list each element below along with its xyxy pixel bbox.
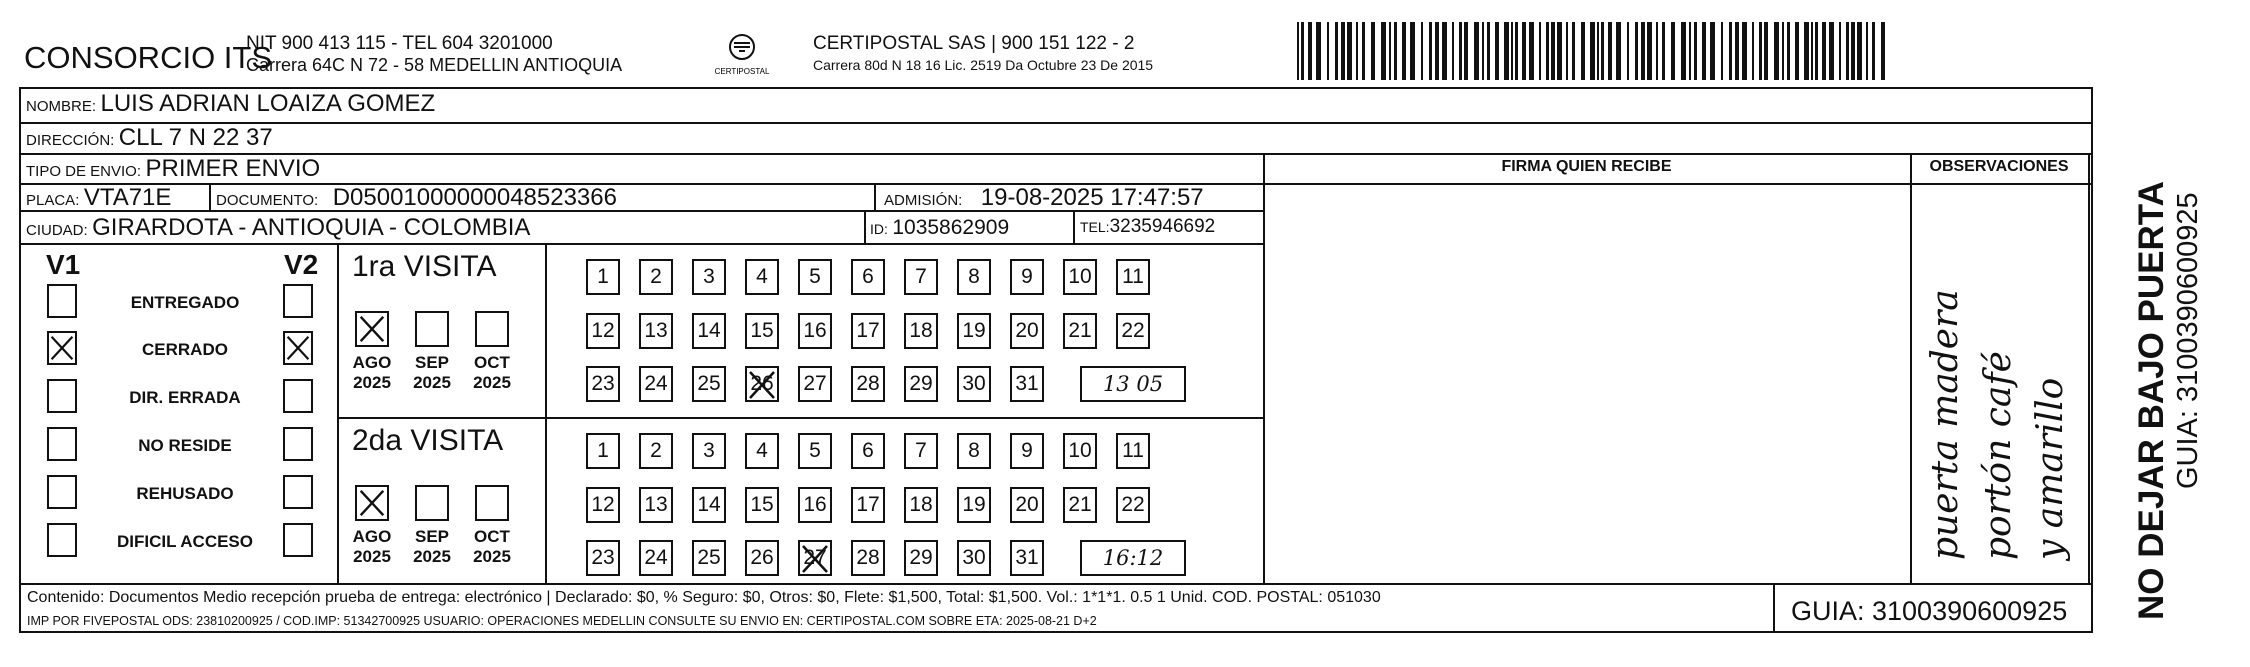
month-name: OCT xyxy=(474,353,510,372)
day-box[interactable]: 24 xyxy=(639,366,673,402)
barcode-bar xyxy=(1389,22,1391,80)
admision-label: ADMISIÓN: xyxy=(884,192,963,209)
barcode-bar xyxy=(1429,22,1432,80)
barcode-bar xyxy=(1689,22,1691,80)
v1-checkbox[interactable] xyxy=(47,331,77,365)
day-box[interactable]: 8 xyxy=(957,259,991,295)
tipo-label: TIPO DE ENVIO: xyxy=(26,163,142,180)
barcode-bar xyxy=(1590,22,1595,80)
day-box[interactable]: 30 xyxy=(957,366,991,402)
observation-line-1: puerta madera xyxy=(1925,289,1966,560)
barcode-bar xyxy=(1335,22,1338,80)
observaciones-header: OBSERVACIONES xyxy=(1929,158,2069,175)
company-name: CONSORCIO ITS xyxy=(24,40,273,75)
v2-checkbox[interactable] xyxy=(283,379,313,413)
admision-value: 19-08-2025 17:47:57 xyxy=(980,184,1204,211)
placa-value: VTA71E xyxy=(83,184,172,211)
barcode-bar xyxy=(1647,22,1652,80)
id-label: ID: xyxy=(870,221,888,237)
barcode-bar xyxy=(1627,22,1629,80)
status-label: NO RESIDE xyxy=(138,436,232,455)
barcode-bar xyxy=(1742,22,1747,80)
day-box[interactable]: 25 xyxy=(692,540,726,576)
barcode-bar xyxy=(1829,22,1834,80)
day-box[interactable]: 27 xyxy=(798,366,832,402)
barcode-bar xyxy=(1581,22,1585,80)
documento-label: DOCUMENTO: xyxy=(216,192,319,209)
status-label: DIR. ERRADA xyxy=(129,388,241,407)
barcode-bar xyxy=(1601,22,1604,80)
day-box[interactable]: 9 xyxy=(1010,259,1044,295)
barcode-bar xyxy=(1557,22,1562,80)
barcode-bar xyxy=(1804,22,1809,80)
month-name: AGO xyxy=(352,527,392,546)
nombre-value: LUIS ADRIAN LOAIZA GOMEZ xyxy=(100,90,436,117)
day-box[interactable]: 12 xyxy=(586,487,620,523)
ciudad-label: CIUDAD: xyxy=(26,222,88,239)
day-box[interactable]: 10 xyxy=(1063,433,1097,469)
barcode-bar xyxy=(1459,22,1462,80)
company-address: Carrera 64C N 72 - 58 MEDELLIN ANTIOQUIA xyxy=(246,55,623,75)
day-box[interactable]: 17 xyxy=(851,487,885,523)
barcode-bar xyxy=(1839,22,1841,80)
month-year: 2025 xyxy=(353,373,391,392)
barcode-bar xyxy=(1308,22,1312,80)
v2-checkbox[interactable] xyxy=(283,284,313,318)
day-box[interactable]: 28 xyxy=(851,366,885,402)
day-box[interactable]: 31 xyxy=(1010,540,1044,576)
tipo-value: PRIMER ENVIO xyxy=(145,155,321,182)
barcode-bar xyxy=(1872,22,1875,80)
v1-checkbox[interactable] xyxy=(47,284,77,318)
barcode-bar xyxy=(1495,22,1499,80)
divider xyxy=(337,417,1263,419)
day-box[interactable]: 4 xyxy=(745,259,779,295)
day-box[interactable]: 3 xyxy=(692,259,726,295)
barcode-bar xyxy=(1795,22,1799,80)
day-box[interactable]: 13 xyxy=(639,313,673,349)
month-label xyxy=(347,527,397,567)
month-checkbox[interactable] xyxy=(475,311,509,347)
v2-checkbox[interactable] xyxy=(283,427,313,461)
barcode-bar xyxy=(1551,22,1555,80)
day-box[interactable]: 27 xyxy=(798,540,832,576)
barcode-bar xyxy=(1857,22,1862,80)
month-label xyxy=(467,527,517,567)
divider xyxy=(337,243,339,583)
barcode-bar xyxy=(1616,22,1621,80)
barcode-bar xyxy=(1572,22,1575,80)
month-year: 2025 xyxy=(353,547,391,566)
day-box[interactable]: 29 xyxy=(904,540,938,576)
status-label: CERRADO xyxy=(142,340,228,359)
barcode-bar xyxy=(1371,22,1375,80)
divider xyxy=(1773,583,1775,633)
v1-checkbox[interactable] xyxy=(47,475,77,509)
barcode-bar xyxy=(1774,22,1779,80)
day-box[interactable]: 8 xyxy=(957,433,991,469)
day-box[interactable]: 21 xyxy=(1063,313,1097,349)
barcode-bar xyxy=(1464,22,1468,80)
v1-checkbox[interactable] xyxy=(47,379,77,413)
barcode-bar xyxy=(1656,22,1658,80)
barcode-bar xyxy=(1301,22,1304,80)
admision-row xyxy=(884,184,1204,212)
tel-label: TEL: xyxy=(1080,219,1110,235)
visit-title: 2da VISITA xyxy=(352,424,504,457)
v2-checkbox[interactable] xyxy=(283,523,313,557)
barcode-bar xyxy=(1635,22,1638,80)
nombre-label: NOMBRE: xyxy=(26,98,97,115)
barcode-bar xyxy=(1381,22,1386,80)
barcode-bar xyxy=(1442,22,1447,80)
day-box[interactable]: 3 xyxy=(692,433,726,469)
signature-area[interactable] xyxy=(1264,186,1909,582)
day-box[interactable]: 14 xyxy=(692,313,726,349)
divider xyxy=(864,210,866,243)
tel-value: 3235946692 xyxy=(1109,216,1216,237)
barcode-bar xyxy=(1641,22,1645,80)
ciudad-row xyxy=(26,214,530,242)
day-box[interactable]: 2 xyxy=(639,259,673,295)
day-mark xyxy=(800,542,830,574)
id-row xyxy=(870,216,1009,240)
ciudad-value: GIRARDOTA - ANTIOQUIA - COLOMBIA xyxy=(92,214,531,241)
month-name: SEP xyxy=(414,353,450,372)
day-box[interactable]: 10 xyxy=(1063,259,1097,295)
barcode-bar xyxy=(1759,22,1762,80)
carrier-name: CERTIPOSTAL SAS | 900 151 122 - 2 xyxy=(813,33,1135,54)
id-value: 1035862909 xyxy=(892,216,1010,239)
month-checkbox[interactable] xyxy=(415,311,449,347)
barcode-bar xyxy=(1822,22,1826,80)
month-checkbox[interactable] xyxy=(355,311,389,347)
day-box[interactable]: 13 xyxy=(639,487,673,523)
barcode-bar xyxy=(1452,22,1454,80)
month-year: 2025 xyxy=(473,547,511,566)
barcode-bar xyxy=(1729,22,1732,80)
month-name: SEP xyxy=(414,527,450,546)
month-year: 2025 xyxy=(473,373,511,392)
v2-header: V2 xyxy=(284,249,319,280)
divider xyxy=(545,243,547,583)
status-label: REHUSADO xyxy=(136,484,234,503)
month-name: AGO xyxy=(352,353,392,372)
barcode-bar xyxy=(1608,22,1612,80)
day-box[interactable]: 22 xyxy=(1116,313,1150,349)
divider xyxy=(2088,153,2090,583)
day-box[interactable]: 28 xyxy=(851,540,885,576)
status-label: DIFICIL ACCESO xyxy=(116,532,253,551)
direccion-value: CLL 7 N 22 37 xyxy=(118,124,273,151)
day-box[interactable]: 15 xyxy=(745,487,779,523)
certipostal-logo xyxy=(706,30,778,78)
divider xyxy=(19,122,2093,124)
divider xyxy=(1910,153,1912,583)
month-year: 2025 xyxy=(413,373,451,392)
divider xyxy=(209,183,211,210)
barcode-bar xyxy=(1522,22,1526,80)
barcode-bar xyxy=(1881,22,1885,80)
day-box[interactable]: 1 xyxy=(586,259,620,295)
barcode-bar xyxy=(1327,22,1329,80)
barcode-bar xyxy=(1539,22,1541,80)
footer-imp: IMP POR FIVEPOSTAL ODS: 23810200925 / COD.IMP: 51342700925 USUARIO: OPERACIONES MEDELLIN CONSULTE SU ENVIO EN: CERTIPOSTAL.COM SOBRE ETA: 2025-08-21 D+2 xyxy=(27,614,1097,628)
day-box[interactable]: 18 xyxy=(904,487,938,523)
month-year: 2025 xyxy=(413,547,451,566)
day-box[interactable]: 31 xyxy=(1010,366,1044,402)
observation-line-2: portón café xyxy=(1978,351,2019,560)
no-dejar-notice: NO DEJAR BAJO PUERTA xyxy=(2132,181,2171,620)
day-mark xyxy=(747,368,777,400)
barcode-bar xyxy=(1764,22,1768,80)
barcode-bar xyxy=(1671,22,1675,80)
day-box[interactable]: 19 xyxy=(957,313,991,349)
day-box[interactable]: 16 xyxy=(798,313,832,349)
v2-checkbox[interactable] xyxy=(283,331,313,365)
day-box[interactable]: 5 xyxy=(798,433,832,469)
divider xyxy=(1073,210,1075,243)
barcode-bar xyxy=(1851,22,1855,80)
direccion-label: DIRECCIÓN: xyxy=(26,132,115,149)
barcode-bar xyxy=(1421,22,1423,80)
day-box[interactable]: 4 xyxy=(745,433,779,469)
direccion-row xyxy=(26,124,273,152)
day-box[interactable]: 20 xyxy=(1010,487,1044,523)
placa-row xyxy=(26,184,171,212)
month-label xyxy=(407,353,457,393)
day-box[interactable]: 5 xyxy=(798,259,832,295)
barcode-bar xyxy=(1511,22,1513,80)
v1-checkbox[interactable] xyxy=(47,523,77,557)
barcode-bar xyxy=(1735,22,1739,80)
barcode xyxy=(1295,22,1895,80)
carrier-address: Carrera 80d N 18 16 Lic. 2519 Da Octubre 23 De 2015 xyxy=(813,57,1154,73)
month-label xyxy=(467,353,517,393)
nombre-row xyxy=(26,90,435,118)
barcode-bar xyxy=(1362,22,1365,80)
day-box[interactable]: 14 xyxy=(692,487,726,523)
visit-time-box[interactable]: 13 05 xyxy=(1080,366,1186,402)
barcode-bar xyxy=(1316,22,1321,80)
documento-value: D05001000000048523366 xyxy=(332,184,617,211)
side-guia: GUIA: 3100390600925 xyxy=(2172,192,2204,489)
day-box[interactable]: 9 xyxy=(1010,433,1044,469)
v2-checkbox[interactable] xyxy=(283,475,313,509)
day-box[interactable]: 2 xyxy=(639,433,673,469)
barcode-bar xyxy=(1482,22,1484,80)
barcode-bar xyxy=(1341,22,1345,80)
barcode-bar xyxy=(1546,22,1549,80)
divider xyxy=(19,583,2093,585)
day-box[interactable]: 23 xyxy=(586,540,620,576)
day-box[interactable]: 12 xyxy=(586,313,620,349)
barcode-bar xyxy=(1866,22,1868,80)
barcode-bar xyxy=(1504,22,1509,80)
day-box[interactable]: 17 xyxy=(851,313,885,349)
documento-row xyxy=(216,184,617,212)
barcode-bar xyxy=(1435,22,1439,80)
barcode-bar xyxy=(1597,22,1599,80)
logo-text: CERTIPOSTAL xyxy=(714,67,770,76)
tipo-row xyxy=(26,155,320,183)
day-box[interactable]: 19 xyxy=(957,487,991,523)
placa-label: PLACA: xyxy=(26,192,80,209)
firma-header: FIRMA QUIEN RECIBE xyxy=(1501,158,1672,175)
barcode-bar xyxy=(1297,22,1299,80)
day-box[interactable]: 26 xyxy=(745,366,779,402)
barcode-bar xyxy=(1846,22,1849,80)
barcode-bar xyxy=(1702,22,1706,80)
month-checkbox[interactable] xyxy=(355,485,389,521)
day-box[interactable]: 11 xyxy=(1116,433,1150,469)
status-label: ENTREGADO xyxy=(130,293,240,312)
barcode-bar xyxy=(1394,22,1397,80)
footer-contenido: Contenido: Documentos Medio recepción prueba de entrega: electrónico | Declarado: $0, % Seguro: $0, Otros: $0, Flete: $1,500, Total: $1,500. Vol.: 1*1*1. 0.5 1 Unid. COD. POSTAL: 051030 xyxy=(27,589,1381,606)
barcode-bar xyxy=(1529,22,1534,80)
day-box[interactable]: 7 xyxy=(904,259,938,295)
day-box[interactable]: 21 xyxy=(1063,487,1097,523)
barcode-bar xyxy=(1710,22,1715,80)
visit-time-box[interactable]: 16:12 xyxy=(1080,540,1186,576)
tel-row xyxy=(1080,216,1215,238)
v1-checkbox[interactable] xyxy=(47,427,77,461)
day-box[interactable]: 11 xyxy=(1116,259,1150,295)
day-box[interactable]: 26 xyxy=(745,540,779,576)
day-box[interactable]: 30 xyxy=(957,540,991,576)
day-box[interactable]: 22 xyxy=(1116,487,1150,523)
divider xyxy=(874,183,876,210)
barcode-bar xyxy=(1815,22,1818,80)
barcode-bar xyxy=(1694,22,1697,80)
footer-guia: GUIA: 3100390600925 xyxy=(1791,596,2068,626)
barcode-bar xyxy=(1566,22,1568,80)
barcode-bar xyxy=(1474,22,1479,80)
barcode-bar xyxy=(1787,22,1790,80)
barcode-bar xyxy=(1410,22,1415,80)
month-checkbox[interactable] xyxy=(415,485,449,521)
month-label xyxy=(347,353,397,393)
divider xyxy=(19,243,1263,245)
barcode-bar xyxy=(1515,22,1518,80)
day-box[interactable]: 23 xyxy=(586,366,620,402)
day-box[interactable]: 7 xyxy=(904,433,938,469)
day-box[interactable]: 20 xyxy=(1010,313,1044,349)
visit-title: 1ra VISITA xyxy=(352,250,497,283)
barcode-bar xyxy=(1356,22,1358,80)
day-box[interactable]: 6 xyxy=(851,259,885,295)
day-box[interactable]: 6 xyxy=(851,433,885,469)
company-nit: NIT 900 413 115 - TEL 604 3201000 xyxy=(246,33,553,54)
month-label xyxy=(407,527,457,567)
barcode-bar xyxy=(1662,22,1665,80)
month-checkbox[interactable] xyxy=(475,485,509,521)
barcode-bar xyxy=(1487,22,1490,80)
day-box[interactable]: 25 xyxy=(692,366,726,402)
barcode-bar xyxy=(1811,22,1813,80)
barcode-bar xyxy=(1347,22,1352,80)
day-box[interactable]: 18 xyxy=(904,313,938,349)
barcode-bar xyxy=(1752,22,1754,80)
barcode-bar xyxy=(1681,22,1686,80)
barcode-bar xyxy=(1721,22,1723,80)
barcode-bar xyxy=(1402,22,1406,80)
day-box[interactable]: 15 xyxy=(745,313,779,349)
barcode-bar xyxy=(1782,22,1784,80)
v1-header: V1 xyxy=(46,249,81,280)
day-box[interactable]: 16 xyxy=(798,487,832,523)
day-box[interactable]: 29 xyxy=(904,366,938,402)
observation-line-3: y amarillo xyxy=(2030,377,2071,560)
divider xyxy=(19,153,2093,155)
month-name: OCT xyxy=(474,527,510,546)
day-box[interactable]: 1 xyxy=(586,433,620,469)
day-box[interactable]: 24 xyxy=(639,540,673,576)
